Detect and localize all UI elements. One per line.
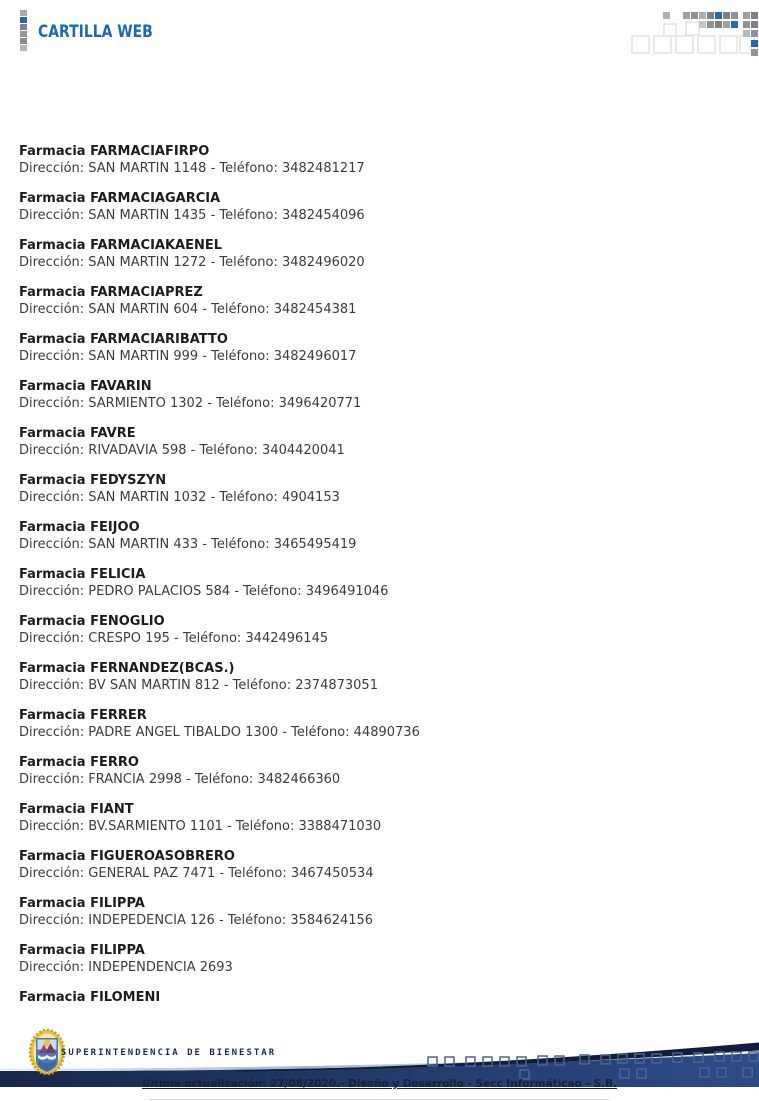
pharmacy-entry (19, 566, 759, 600)
pharmacy-name: Farmacia FILOMENI (19, 990, 161, 1005)
pharmacy-name: Farmacia FARMACIAKAENEL (19, 238, 223, 253)
pharmacy-entry (19, 707, 759, 741)
logo-square (20, 17, 27, 23)
pharmacy-entry (19, 848, 759, 882)
pharmacy-entry (19, 237, 759, 271)
pharmacy-address-phone: Dirección: SAN MARTIN 433 - Teléfono: 3465495419 (19, 537, 357, 552)
pharmacy-name: Farmacia FILIPPA (19, 896, 145, 911)
pharmacy-entry (19, 378, 759, 412)
footer (0, 1028, 759, 1101)
org-name: SUPERINTENDENCIA DE BIENESTAR (61, 1048, 277, 1058)
logo-square (20, 45, 27, 51)
pharmacy-entry (19, 143, 759, 177)
header (0, 0, 759, 60)
pharmacy-name: Farmacia FELICIA (19, 567, 146, 582)
pharmacy-entry (19, 331, 759, 365)
pharmacy-address-phone: Dirección: PEDRO PALACIOS 584 - Teléfono: 3496491046 (19, 584, 389, 599)
pharmacy-address-phone: Dirección: SAN MARTIN 604 - Teléfono: 3482454381 (19, 302, 357, 317)
last-update-line (0, 1078, 759, 1090)
pharmacy-address-phone: Dirección: SAN MARTIN 1435 - Teléfono: 3482454096 (19, 208, 365, 223)
pharmacy-address-phone: Dirección: SAN MARTIN 1148 - Teléfono: 3482481217 (19, 161, 365, 176)
last-update-text: Última actualización: 27/08/2020.- Diseño y Desarrollo - Secc Informáticao - S.B. (141, 1078, 618, 1090)
pharmacy-name: Farmacia FARMACIAGARCIA (19, 191, 221, 206)
cartilla-logo-squares-icon (20, 10, 28, 52)
pharmacy-address-phone: Dirección: GENERAL PAZ 7471 - Teléfono: 3467450534 (19, 866, 374, 881)
pharmacy-name: Farmacia FAVRE (19, 426, 136, 441)
pharmacy-name: Farmacia FIANT (19, 802, 134, 817)
pharmacy-entry (19, 472, 759, 506)
pharmacy-entry (19, 754, 759, 788)
pharmacy-entry (19, 801, 759, 835)
pharmacy-entry (19, 284, 759, 318)
pharmacy-address-phone: Dirección: INDEPENDENCIA 2693 (19, 960, 233, 975)
pharmacy-name: Farmacia FAVARIN (19, 379, 152, 394)
pharmacy-name: Farmacia FERRER (19, 708, 147, 723)
pharmacy-entry (19, 613, 759, 647)
pharmacy-address-phone: Dirección: SAN MARTIN 1032 - Teléfono: 4904153 (19, 490, 340, 505)
pharmacy-address-phone: Dirección: SAN MARTIN 999 - Teléfono: 3482496017 (19, 349, 357, 364)
pharmacy-name: Farmacia FARMACIAFIRPO (19, 144, 210, 159)
pharmacy-address-phone: Dirección: SARMIENTO 1302 - Teléfono: 3496420771 (19, 396, 362, 411)
pharmacy-name: Farmacia FIGUEROASOBRERO (19, 849, 235, 864)
pharmacy-entry (19, 989, 759, 1006)
pharmacy-list (0, 60, 759, 1006)
logo-square (20, 31, 27, 37)
logo-square (20, 24, 27, 30)
logo-square (20, 38, 27, 44)
pixel-mosaic-decoration-icon (624, 0, 759, 60)
pharmacy-name: Farmacia FEIJOO (19, 520, 140, 535)
pharmacy-entry (19, 190, 759, 224)
pharmacy-entry (19, 425, 759, 459)
pharmacy-address-phone: Dirección: SAN MARTIN 1272 - Teléfono: 3482496020 (19, 255, 365, 270)
logo-square (20, 10, 27, 16)
pharmacy-name: Farmacia FILIPPA (19, 943, 145, 958)
pharmacy-entry (19, 660, 759, 694)
pharmacy-name: Farmacia FERNANDEZ(BCAS.) (19, 661, 235, 676)
bottom-hairline (150, 1099, 609, 1100)
pharmacy-address-phone: Dirección: INDEPEDENCIA 126 - Teléfono: 3584624156 (19, 913, 374, 928)
pharmacy-entry (19, 519, 759, 553)
pharmacy-address-phone: Dirección: PADRE ANGEL TIBALDO 1300 - Teléfono: 44890736 (19, 725, 420, 740)
pharmacy-entry (19, 895, 759, 929)
pharmacy-name: Farmacia FEDYSZYN (19, 473, 167, 488)
pharmacy-name: Farmacia FARMACIARIBATTO (19, 332, 228, 347)
pharmacy-address-phone: Dirección: CRESPO 195 - Teléfono: 3442496145 (19, 631, 329, 646)
pharmacy-name: Farmacia FERRO (19, 755, 139, 770)
pharmacy-address-phone: Dirección: BV SAN MARTIN 812 - Teléfono: 2374873051 (19, 678, 378, 693)
pharmacy-name: Farmacia FENOGLIO (19, 614, 165, 629)
pharmacy-entry (19, 942, 759, 976)
pharmacy-name: Farmacia FARMACIAPREZ (19, 285, 203, 300)
pharmacy-address-phone: Dirección: BV.SARMIENTO 1101 - Teléfono: 3388471030 (19, 819, 382, 834)
pharmacy-address-phone: Dirección: FRANCIA 2998 - Teléfono: 3482466360 (19, 772, 341, 787)
page-title: CARTILLA WEB (38, 22, 153, 42)
pharmacy-address-phone: Dirección: RIVADAVIA 598 - Teléfono: 3404420041 (19, 443, 345, 458)
